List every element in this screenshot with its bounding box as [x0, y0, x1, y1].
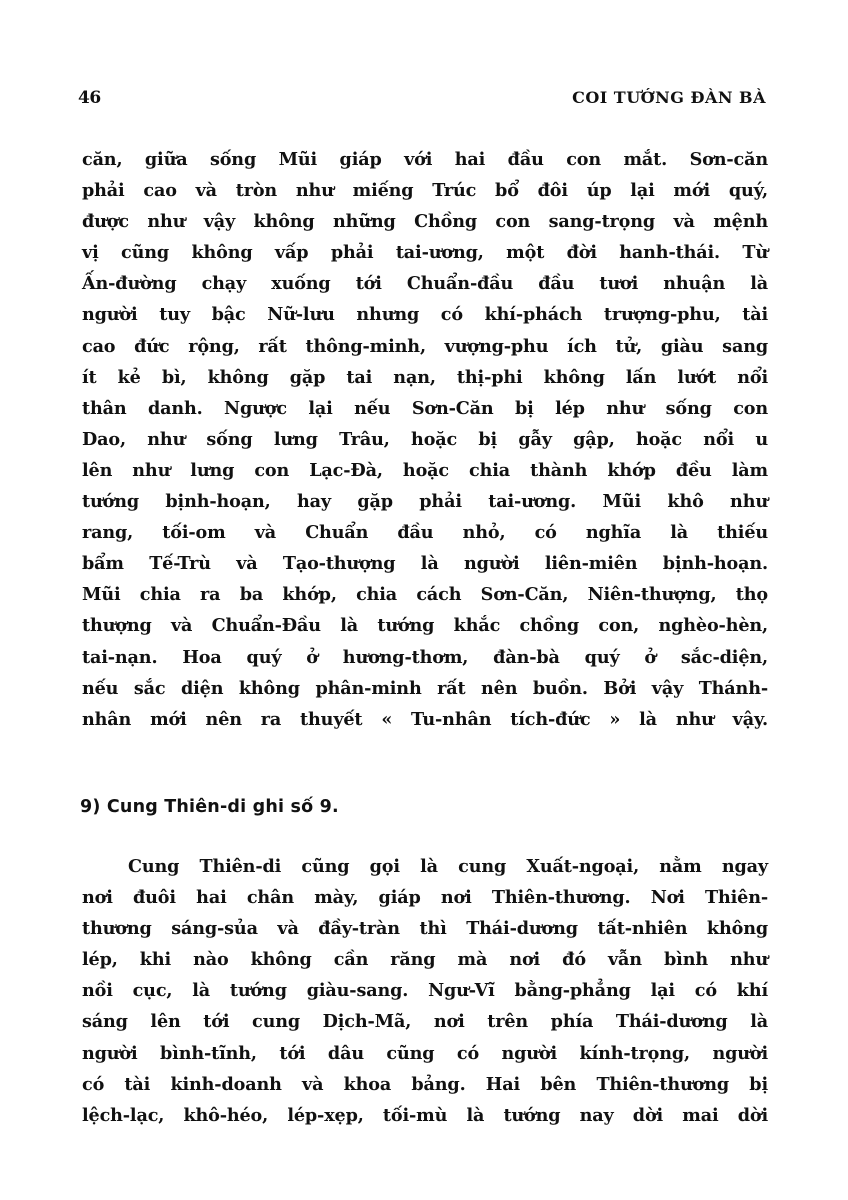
text-line: sáng lên tới cung Dịch-Mã, nơi trên phía Thái-dương là [82, 1011, 768, 1033]
text-line: lệch-lạc, khô-héo, lép-xẹp, tối-mù là tướng nay dời mai dời [82, 1104, 768, 1126]
text-line: Ấn-đường chạy xuống tới Chuẩn-đầu đầu tươi nhuận là [82, 273, 768, 295]
text-line: thân danh. Ngược lại nếu Sơn-Căn bị lép như sống con [82, 397, 768, 419]
text-line: căn, giữa sống Mũi giáp với hai đầu con mắt. Sơn-căn [82, 149, 768, 170]
text-line: Cung Thiên-di cũng gọi là cung Xuất-ngoại, nằm ngay [128, 856, 768, 877]
text-line: tướng bịnh-hoạn, hay gặp phải tai-ương. Mũi khô như [82, 491, 768, 513]
text-line: rang, tối-om và Chuẩn đầu nhỏ, có nghĩa là thiếu [82, 522, 768, 544]
text-line: nơi đuôi hai chân mày, giáp nơi Thiên-thương. Nơi Thiên- [82, 887, 768, 909]
text-line: có tài kinh-doanh và khoa bảng. Hai bên Thiên-thương bị [82, 1073, 768, 1095]
text-line: được như vậy không những Chồng con sang-trọng và mệnh [82, 211, 768, 233]
paragraph-1 [82, 144, 768, 735]
running-title: COI TƯỚNG ĐÀN BÀ [572, 88, 766, 107]
section-heading: 9) Cung Thiên-di ghi số 9. [80, 797, 339, 817]
text-line: người tuy bậc Nữ-lưu nhưng có khí-phách trượng-phu, tài [82, 304, 768, 326]
text-line: lên như lưng con Lạc-Đà, hoặc chia thành khớp đều làm [82, 459, 768, 481]
text-line: phải cao và tròn như miếng Trúc bổ đôi úp lại mới quý, [82, 180, 768, 202]
text-line: tai-nạn. Hoa quý ở hương-thơm, đàn-bà quý ở sắc-diện, [82, 646, 768, 668]
text-line: nhân mới nên ra thuyết « Tu-nhân tích-đức » là như vậy. [82, 708, 768, 730]
text-line: cao đức rộng, rất thông-minh, vượng-phu ích tử, giàu sang [82, 335, 768, 357]
text-line: bẩm Tế-Trù và Tạo-thượng là người liên-miên bịnh-hoạn. [82, 553, 768, 575]
text-line: thương sáng-sủa và đầy-tràn thì Thái-dương tất-nhiên không [82, 918, 768, 940]
text-line: vị cũng không vấp phải tai-ương, một đời hanh-thái. Từ [82, 242, 768, 264]
running-header [78, 88, 766, 112]
paragraph-2 [82, 851, 768, 1131]
text-line: nếu sắc diện không phân-minh rất nên buồn. Bởi vậy Thánh- [82, 677, 768, 699]
text-line: Mũi chia ra ba khớp, chia cách Sơn-Căn, Niên-thượng, thọ [82, 584, 768, 606]
page-number: 46 [78, 88, 101, 108]
text-line: người bình-tĩnh, tới dâu cũng có người kính-trọng, người [82, 1042, 768, 1064]
text-line: thượng và Chuẩn-Đầu là tướng khắc chồng con, nghèo-hèn, [82, 615, 768, 637]
text-line: lép, khi nào không cần răng mà nơi đó vẫn bình như [82, 949, 768, 971]
text-line: ít kẻ bì, không gặp tai nạn, thị-phi không lấn lướt nổi [82, 366, 768, 388]
text-line: Dao, như sống lưng Trâu, hoặc bị gẫy gập, hoặc nổi u [82, 428, 768, 450]
text-line: nồi cục, là tướng giàu-sang. Ngư-Vĩ bằng-phẳng lại có khí [82, 980, 768, 1002]
